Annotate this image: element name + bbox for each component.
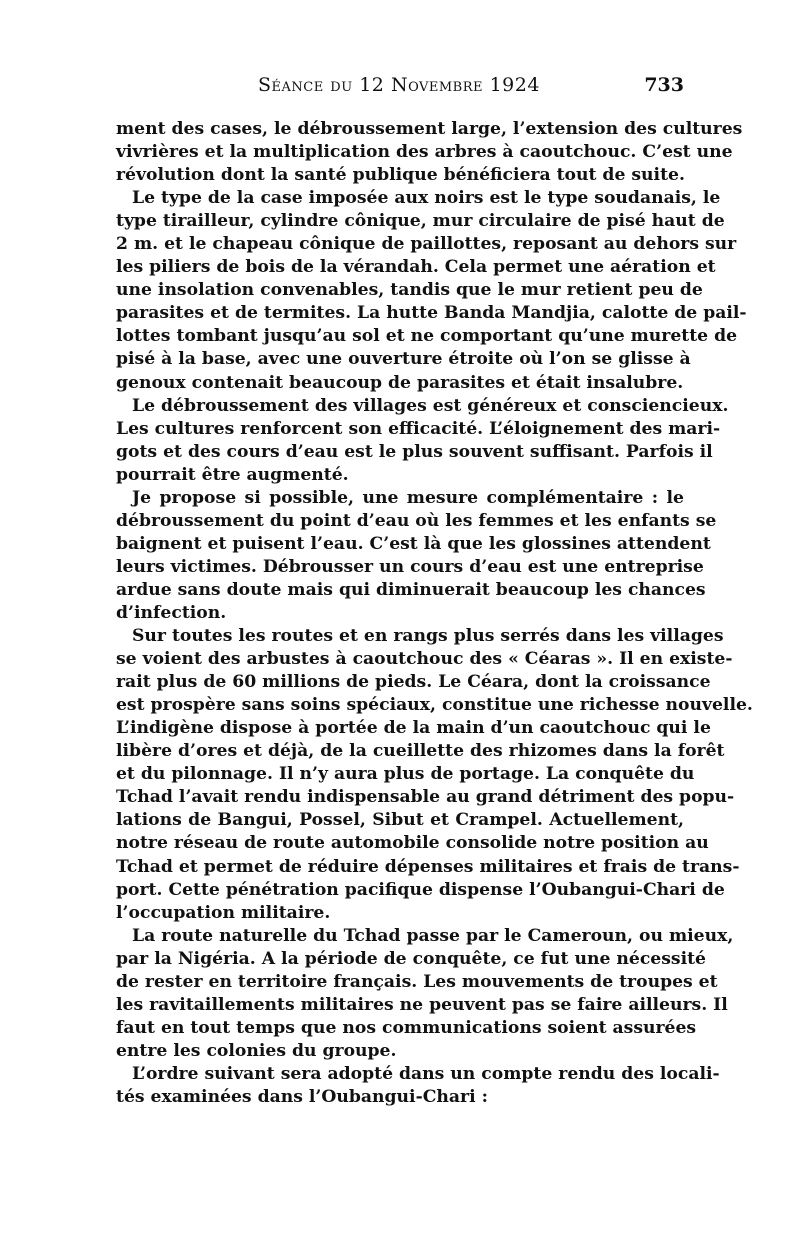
text-line: et du pilonnage. Il n’y aura plus de portage. La conquête du: [116, 764, 695, 785]
running-title-year: 1924: [489, 74, 540, 96]
running-title-month: Novembre: [390, 74, 484, 96]
running-title-seance: Séance: [258, 74, 324, 96]
text-line: Le type de la case imposée aux noirs est le type soudanais, le: [132, 188, 721, 209]
text-line: genoux contenait beaucoup de parasites et était insalubre.: [116, 372, 684, 393]
text-line: parasites et de termites. La hutte Banda Mandjia, calotte de pail-: [116, 303, 747, 324]
text-line: faut en tout temps que nos communications soient assurées: [116, 1017, 697, 1038]
page-number: 733: [644, 74, 684, 96]
text-line: ment des cases, le débroussement large, l’extension des cultures: [116, 119, 743, 139]
text-line: gots et des cours d’eau est le plus souvent suffisant. Parfois il: [116, 441, 713, 462]
text-line: une insolation convenables, tandis que le mur retient peu de: [116, 280, 703, 301]
text-line: lations de Bangui, Possel, Sibut et Crampel. Actuellement,: [116, 810, 684, 831]
running-title-du: du: [330, 74, 353, 96]
text-line: entre les colonies du groupe.: [116, 1040, 397, 1061]
running-header: [258, 74, 540, 96]
text-line: lottes tombant jusqu’au sol et ne comportant qu’une murette de: [116, 326, 738, 347]
text-line: vivrières et la multiplication des arbres à caoutchouc. C’est une: [116, 142, 733, 163]
text-line: tés examinées dans l’Oubangui-Chari :: [116, 1086, 488, 1107]
text-line: leurs victimes. Débrousser un cours d’eau est une entreprise: [116, 556, 704, 577]
text-line: baignent et puisent l’eau. C’est là que les glossines attendent: [116, 533, 711, 554]
text-line: pourrait être augmenté.: [116, 464, 349, 485]
text-line: type tirailleur, cylindre cônique, mur circulaire de pisé haut de: [116, 211, 725, 232]
text-line: port. Cette pénétration pacifique dispense l’Oubangui-Chari de: [116, 879, 725, 900]
text-line: Je propose si possible, une mesure complémentaire : le: [132, 487, 684, 508]
text-line: pisé à la base, avec une ouverture étroite où l’on se glisse à: [116, 349, 691, 370]
text-line: l’occupation militaire.: [116, 902, 331, 923]
text-line: débroussement du point d’eau où les femmes et les enfants se: [116, 510, 717, 531]
text-line: se voient des arbustes à caoutchouc des « Céaras ». Il en existe-: [116, 649, 733, 670]
text-line: Sur toutes les routes et en rangs plus serrés dans les villages: [132, 626, 724, 647]
text-line: Tchad l’avait rendu indispensable au grand détriment des popu-: [116, 787, 735, 808]
text-line: les piliers de bois de la vérandah. Cela permet une aération et: [116, 257, 716, 278]
text-line: Les cultures renforcent son efficacité. L’éloignement des mari-: [116, 418, 721, 439]
text-line: par la Nigéria. A la période de conquête, ce fut une nécessité: [116, 948, 706, 969]
text-line: de rester en territoire français. Les mouvements de troupes et: [116, 971, 718, 992]
text-line: ardue sans doute mais qui diminuerait beaucoup les chances: [116, 579, 706, 600]
text-line: L’ordre suivant sera adopté dans un compte rendu des locali-: [132, 1063, 720, 1084]
text-line: d’infection.: [116, 602, 227, 623]
body-text: [116, 118, 753, 1109]
text-line: libère d’ores et déjà, de la cueillette des rhizomes dans la forêt: [116, 741, 725, 762]
text-line: Le débroussement des villages est généreux et consciencieux.: [132, 395, 729, 416]
text-line: notre réseau de route automobile consolide notre position au: [116, 833, 709, 854]
text-line: rait plus de 60 millions de pieds. Le Céara, dont la croissance: [116, 672, 711, 693]
running-title-date: 12: [359, 74, 385, 96]
text-line: Tchad et permet de réduire dépenses militaires et frais de trans-: [116, 856, 740, 877]
text-line: L’indigène dispose à portée de la main d’un caoutchouc qui le: [116, 718, 711, 739]
text-line: révolution dont la santé publique bénéficiera tout de suite.: [116, 165, 685, 186]
text-line: 2 m. et le chapeau cônique de paillottes, reposant au dehors sur: [116, 234, 737, 255]
text-line: La route naturelle du Tchad passe par le Cameroun, ou mieux,: [132, 925, 734, 946]
text-line: les ravitaillements militaires ne peuvent pas se faire ailleurs. Il: [116, 994, 728, 1015]
text-line: est prospère sans soins spéciaux, constitue une richesse nouvelle.: [116, 695, 753, 716]
